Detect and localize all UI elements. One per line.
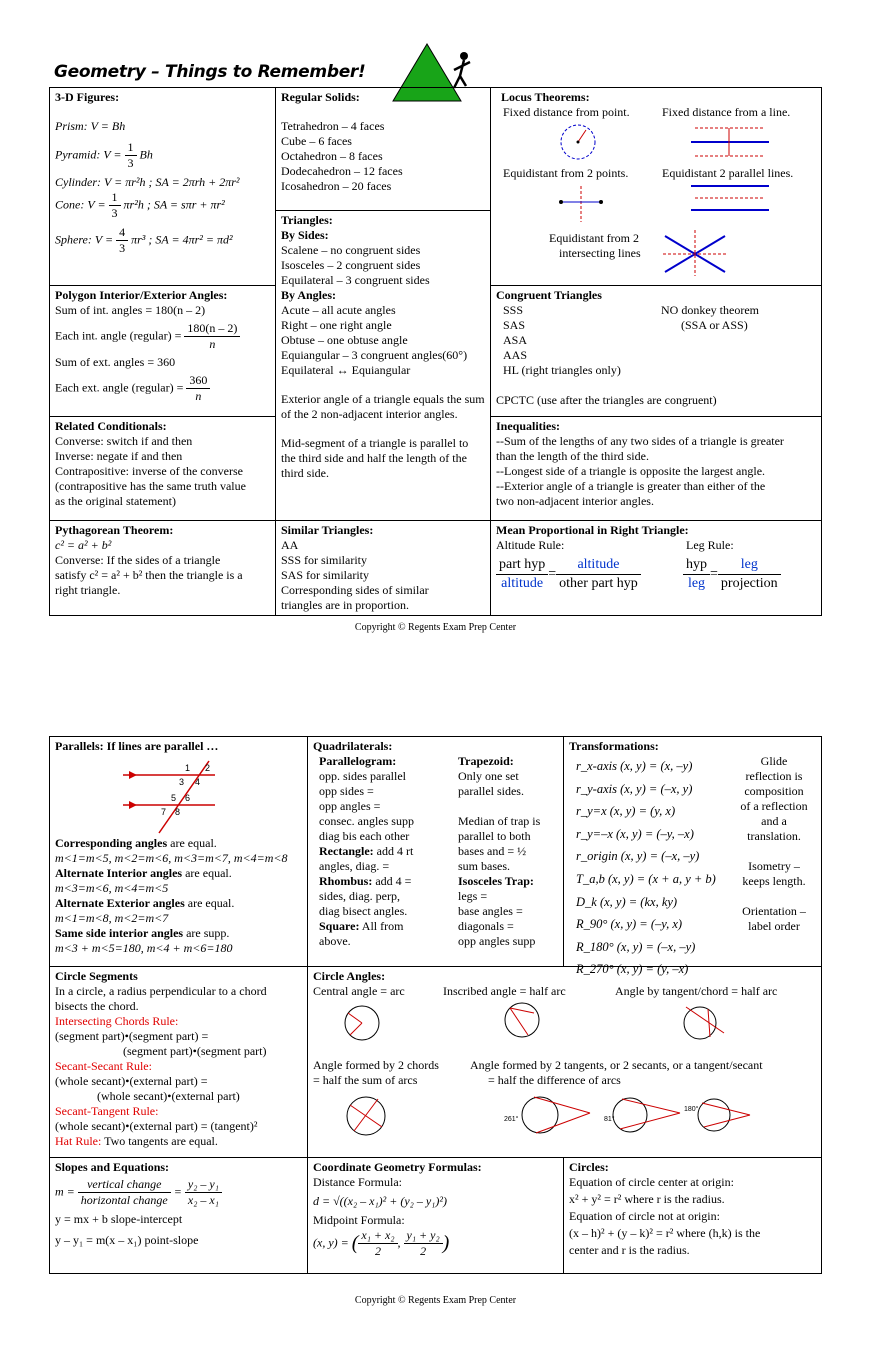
secant-secant-2: (whole secant)•(external part) (97, 1089, 240, 1103)
inscribed-angle-diagram (500, 999, 544, 1041)
parallels-cell (49, 736, 308, 967)
parallels-heading: Parallels: If lines are parallel … (55, 739, 219, 753)
triangles-heading: Triangles: (281, 213, 333, 227)
solids-3d-heading: 3-D Figures: (55, 90, 120, 104)
locus-heading: Locus Theorems: (501, 90, 590, 104)
circle-segments-heading: Circle Segments (55, 969, 138, 983)
secant-tangent-heading: Secant-Tangent Rule: (55, 1104, 159, 1118)
angle-label-7: 7 (161, 807, 167, 817)
transform-heading: Transformations: (569, 739, 659, 753)
inequalities-cell (490, 416, 822, 521)
point-slope: y – y₁ = m(x – x₁) point-slope (55, 1233, 199, 1247)
glide-line: composition (744, 784, 804, 798)
list-item: as the original statement) (55, 494, 176, 508)
altitude-rule-label: Altitude Rule: (496, 538, 565, 552)
slope-formula: m = $\frac{\text{vertical change}}{\text{horizontal change}}$ = $\frac{\text{y₂ – y₁}}{\text{x₂ – x₁}}$ (55, 1177, 302, 1208)
solids-3d-cell (49, 87, 276, 286)
circle-angles-cell (307, 966, 822, 1158)
inscribed-angle-label: Inscribed angle = half arc (443, 984, 566, 998)
by-angles-heading: By Angles: (281, 288, 337, 302)
distance-heading: Distance Formula: (313, 1175, 402, 1189)
coord-geometry-cell (307, 1157, 564, 1274)
sum-int-angles: Sum of int. angles = 180(n – 2) (55, 303, 206, 317)
leg-rule-label: Leg Rule: (686, 538, 734, 552)
page-title: Geometry – Things to Remember! (54, 62, 366, 82)
list-item: Acute – all acute angles (281, 303, 396, 317)
list-item: Obtuse – one obtuse angle (281, 333, 408, 347)
rhombus-rule-2: sides, diag. perp, (319, 889, 400, 903)
arc-degree-label: 81° (604, 1116, 615, 1123)
same-side-values: m<3 + m<5=180, m<4 + m<6=180 (55, 941, 233, 955)
list-item: Isosceles – 2 congruent sides (281, 258, 421, 272)
cpctc-text: CPCTC (use after the triangles are congruent) (496, 393, 717, 407)
copyright-page-2: Copyright © Regents Exam Prep Center (354, 1295, 517, 1306)
transform-rule: r_y=x (x, y) = (y, x) (576, 804, 676, 819)
list-item: Only one set (458, 769, 519, 783)
angle-label-6: 6 (185, 793, 191, 803)
list-item: --Exterior angle of a triangle is greater than either of the (496, 479, 766, 493)
list-item: opp. sides parallel (319, 769, 406, 783)
transform-rule: r_y-axis (x, y) = (–x, y) (576, 781, 693, 796)
intro-line-1: In a circle, a radius perpendicular to a chord (55, 984, 267, 998)
list-item: Contrapositive: inverse of the converse (55, 464, 243, 478)
distance-formula: d = √((x₂ – x₁)² + (y₂ – y₁)²) (313, 1194, 447, 1208)
glide-line: translation. (747, 829, 801, 843)
alt-exterior-values: m<1=m<8, m<2=m<7 (55, 911, 169, 925)
arc-degree-label: 261° (504, 1116, 519, 1123)
tangent-chord-label: Angle by tangent/chord = half arc (615, 984, 778, 998)
list-item: AAS (503, 348, 528, 362)
each-int-angle: Each int. angle (regular) = $\frac{180(n - 2)}{n}$ (55, 321, 270, 352)
list-item: Tetrahedron – 4 faces (281, 119, 385, 133)
secant-tangent-1: (whole secant)•(external part) = (tangent)² (55, 1119, 258, 1133)
locus-two-lines-label: Equidistant 2 parallel lines. (662, 166, 794, 180)
exterior-angle-text: Exterior angle of a triangle equals the sum of the 2 non-adjacent interior angles. (281, 392, 485, 421)
circles-line: Equation of circle center at origin: (569, 1175, 734, 1189)
central-angle-diagram (340, 1003, 384, 1043)
no-donkey-line-1: NO donkey theorem (661, 303, 759, 317)
mean-proportional-cell (490, 520, 822, 616)
alt-exterior-rule: Alternate Exterior angles are equal. (55, 896, 235, 910)
similar-heading: Similar Triangles: (281, 523, 374, 537)
circles-line: (x – h)² + (y – k)² = r² where (h,k) is the (569, 1226, 761, 1240)
coord-heading: Coordinate Geometry Formulas: (313, 1160, 482, 1174)
trapezoid-heading: Trapezoid: (458, 754, 514, 768)
locus-two-points-diagram (553, 184, 613, 224)
list-item: opp sides = (319, 784, 374, 798)
locus-point-diagram (553, 122, 603, 164)
transform-rule: r_x-axis (x, y) = (x, –y) (576, 759, 693, 773)
rectangle-rule-2: angles, diag. = (319, 859, 390, 873)
intersecting-chords-heading: Intersecting Chords Rule: (55, 1014, 179, 1028)
list-item: base angles = (458, 904, 523, 918)
two-chords-label-1: Angle formed by 2 chords (313, 1058, 439, 1072)
altitude-rule-formula: $\frac{\text{part hyp}}{\text{altitude}}$ = $\frac{\text{altitude}}{\text{other part hyp}}$ (496, 556, 641, 593)
circle-segments-cell (49, 966, 308, 1158)
transform-rule: D_k (x, y) = (kx, ky) (576, 894, 678, 909)
locus-intersecting-label-2: intersecting lines (559, 246, 641, 260)
mean-prop-heading: Mean Proportional in Right Triangle: (496, 523, 689, 537)
locus-two-points-label: Equidistant from 2 points. (503, 166, 629, 180)
glide-line: Glide (760, 754, 788, 768)
list-item: ASA (503, 333, 528, 347)
tangent-chord-diagram (678, 1003, 728, 1043)
alt-interior-values: m<3=m<6, m<4=m<5 (55, 881, 169, 895)
arc-degree-label: 180° (684, 1106, 699, 1113)
midpoint-formula: (x, y) = ( $\frac{\text{x₁ + x₂}}{2}$ , $\frac{\text{y₁ + y₂}}{2}$ ) (313, 1228, 450, 1258)
circles-line: Equation of circle not at origin: (569, 1209, 720, 1223)
two-chords-label-2: = half the sum of arcs (313, 1073, 418, 1087)
regular-solids-heading: Regular Solids: (281, 90, 360, 104)
circles-cell (563, 1157, 822, 1274)
list-item: SSS (503, 303, 524, 317)
angle-label-4: 4 (195, 777, 201, 787)
locus-intersecting-label-1: Equidistant from 2 (549, 231, 639, 245)
slopes-cell (49, 1157, 308, 1274)
angle-label-3: 3 (179, 777, 185, 787)
list-item: SAS for similarity (281, 568, 370, 582)
list-item: Icosahedron – 20 faces (281, 179, 392, 193)
list-item: diag bis each other (319, 829, 410, 843)
circles-line: x² + y² = r² where r is the radius. (569, 1192, 725, 1206)
list-item: Equilateral ↔ Equiangular (281, 363, 411, 377)
list-item: (contrapositive has the same truth value (55, 479, 246, 493)
similar-triangles-cell (275, 520, 491, 616)
hat-rule: Hat Rule: Two tangents are equal. (55, 1134, 218, 1148)
list-item: Inverse: negate if and then (55, 449, 183, 463)
list-item: parallel to both (458, 829, 531, 843)
list-item: opp angles supp (458, 934, 536, 948)
list-item: Cube – 6 faces (281, 134, 352, 148)
list-item: SSS for similarity (281, 553, 368, 567)
cylinder-formula: Cylinder: V = πr²h ; SA = 2πrh + 2πr² (55, 175, 240, 189)
transform-rule: r_origin (x, y) = (–x, –y) (576, 849, 700, 864)
alt-interior-rule: Alternate Interior angles are equal. (55, 866, 232, 880)
iso-trap-heading: Isosceles Trap: (458, 874, 534, 888)
glide-line: reflection is (745, 769, 803, 783)
angle-label-2: 2 (205, 763, 211, 773)
locus-cell (490, 87, 822, 286)
rectangle-rule: Rectangle: add 4 rt (319, 844, 414, 858)
regular-solids-cell (275, 87, 491, 211)
transform-rule: T_a,b (x, y) = (x + a, y + b) (576, 871, 716, 886)
congruent-heading: Congruent Triangles (496, 288, 602, 302)
list-item: Scalene – no congruent sides (281, 243, 421, 257)
converse-line-1: Converse: If the sides of a triangle (55, 553, 221, 567)
circles-heading: Circles: (569, 1160, 609, 1174)
list-item: bases and = ½ (458, 844, 527, 858)
list-item: --Longest side of a triangle is opposite the largest angle. (496, 464, 766, 478)
glide-line: of a reflection (740, 799, 808, 813)
inequalities-heading: Inequalities: (496, 419, 561, 433)
cone-formula: Cone: V = $\frac{1}{3}$ πr²h ; SA = sπr + πr² (55, 190, 225, 220)
list-item: Converse: switch if and then (55, 434, 193, 448)
angle-label-8: 8 (175, 807, 181, 817)
rhombus-rule-3: diag bisect angles. (319, 904, 408, 918)
midsegment-text: Mid-segment of a triangle is parallel to the third side and half the length of the third side. (281, 436, 469, 480)
transform-rule: R_90° (x, y) = (–y, x) (576, 917, 683, 932)
no-donkey-line-2: (SSA or ASS) (681, 318, 748, 332)
same-side-rule: Same side interior angles are supp. (55, 926, 230, 940)
glide-line: and a (761, 814, 787, 828)
isometry-line: Isometry – (748, 859, 800, 873)
list-item: Median of trap is (458, 814, 541, 828)
sphere-formula: Sphere: V = $\frac{4}{3}$ πr³ ; SA = 4πr² = πd² (55, 225, 233, 255)
midpoint-heading: Midpoint Formula: (313, 1213, 405, 1227)
intersecting-chords-1: (segment part)•(segment part) = (55, 1029, 209, 1043)
square-rule: Square: All from (319, 919, 404, 933)
intro-line-2: bisects the chord. (55, 999, 139, 1013)
list-item: Equiangular – 3 congruent angles(60°) (281, 348, 468, 362)
intersecting-chords-2: (segment part)•(segment part) (123, 1044, 267, 1058)
secant-secant-1: (whole secant)•(external part) = (55, 1074, 208, 1088)
secant-secant-heading: Secant-Secant Rule: (55, 1059, 152, 1073)
transform-rule: R_180° (x, y) = (–x, –y) (576, 939, 696, 954)
square-rule-2: above. (319, 934, 351, 948)
two-chords-diagram (342, 1093, 392, 1139)
list-item: Equilateral – 3 congruent sides (281, 273, 430, 287)
polygon-angles-cell (49, 285, 276, 417)
list-item: triangles are in proportion. (281, 598, 409, 612)
list-item: parallel sides. (458, 784, 524, 798)
slope-intercept: y = mx + b slope-intercept (55, 1212, 183, 1226)
angle-label-5: 5 (171, 793, 177, 803)
corresponding-angles-rule: Corresponding angles are equal. (55, 836, 217, 850)
locus-line-diagram (689, 122, 779, 164)
conditionals-cell (49, 416, 276, 521)
list-item: Octahedron – 8 faces (281, 149, 383, 163)
corresponding-angles-values: m<1=m<5, m<2=m<6, m<3=m<7, m<4=m<8 (55, 851, 288, 865)
locus-line-label: Fixed distance from a line. (662, 105, 791, 119)
conditionals-heading: Related Conditionals: (55, 419, 167, 433)
parallel-lines-diagram (115, 759, 245, 839)
list-item: legs = (458, 889, 488, 903)
orientation-line: Orientation – (742, 904, 806, 918)
list-item: SAS (503, 318, 526, 332)
circles-line: center and r is the radius. (569, 1243, 690, 1257)
pyramid-formula: Pyramid: V = $\frac{1}{3}$ Bh (55, 140, 153, 170)
locus-intersecting-diagram (661, 228, 731, 278)
secant-tangent-diagrams (504, 1091, 754, 1141)
pythagorean-formula: c² = a² + b² (55, 538, 112, 552)
pythagorean-heading: Pythagorean Theorem: (55, 523, 174, 537)
two-tangents-label-1: Angle formed by 2 tangents, or 2 secants, or a tangent/secant (470, 1058, 763, 1072)
slopes-heading: Slopes and Equations: (55, 1160, 170, 1174)
list-item: than the length of the third side. (496, 449, 649, 463)
list-item: two non-adjacent interior angles. (496, 494, 654, 508)
list-item: Dodecahedron – 12 faces (281, 164, 403, 178)
central-angle-label: Central angle = arc (313, 984, 405, 998)
parallelogram-heading: Parallelogram: (319, 754, 397, 768)
congruent-triangles-cell (490, 285, 822, 417)
quadrilaterals-cell (307, 736, 564, 967)
isometry-line: keeps length. (742, 874, 806, 888)
list-item: HL (right triangles only) (503, 363, 621, 377)
transformations-cell (563, 736, 822, 977)
transform-rule: r_y=–x (x, y) = (–y, –x) (576, 826, 694, 841)
list-item: Corresponding sides of similar (281, 583, 429, 597)
list-item: --Sum of the lengths of any two sides of a triangle is greater (496, 434, 784, 448)
quad-heading: Quadrilaterals: (313, 739, 393, 753)
circle-angles-heading: Circle Angles: (313, 969, 386, 983)
converse-line-2: satisfy c² = a² + b² then the triangle is a (55, 568, 243, 582)
leg-rule-formula: $\frac{\text{hyp}}{\text{leg}}$ = $\frac{\text{leg}}{\text{projection}}$ (683, 556, 781, 593)
locus-two-lines-diagram (689, 182, 779, 216)
pythagorean-cell (49, 520, 276, 616)
each-ext-angle: Each ext. angle (regular) = $\frac{360}{n}$ (55, 373, 270, 404)
transform-rule: R_270° (x, y) = (y, –x) (576, 962, 689, 977)
polygon-heading: Polygon Interior/Exterior Angles: (55, 288, 228, 302)
prism-formula: Prism: V = Bh (55, 119, 126, 133)
converse-line-3: right triangle. (55, 583, 121, 597)
list-item: consec. angles supp (319, 814, 414, 828)
list-item: AA (281, 538, 299, 552)
angle-label-1: 1 (185, 763, 191, 773)
triangles-cell (275, 210, 491, 521)
copyright-page-1: Copyright © Regents Exam Prep Center (354, 622, 517, 633)
orientation-line: label order (748, 919, 800, 933)
list-item: sum bases. (458, 859, 510, 873)
list-item: Right – one right angle (281, 318, 392, 332)
sum-ext-angles: Sum of ext. angles = 360 (55, 355, 176, 369)
locus-point-label: Fixed distance from point. (503, 105, 630, 119)
rhombus-rule: Rhombus: add 4 = (319, 874, 412, 888)
by-sides-heading: By Sides: (281, 228, 329, 242)
list-item: opp angles = (319, 799, 381, 813)
two-tangents-label-2: = half the difference of arcs (488, 1073, 621, 1087)
list-item: diagonals = (458, 919, 514, 933)
